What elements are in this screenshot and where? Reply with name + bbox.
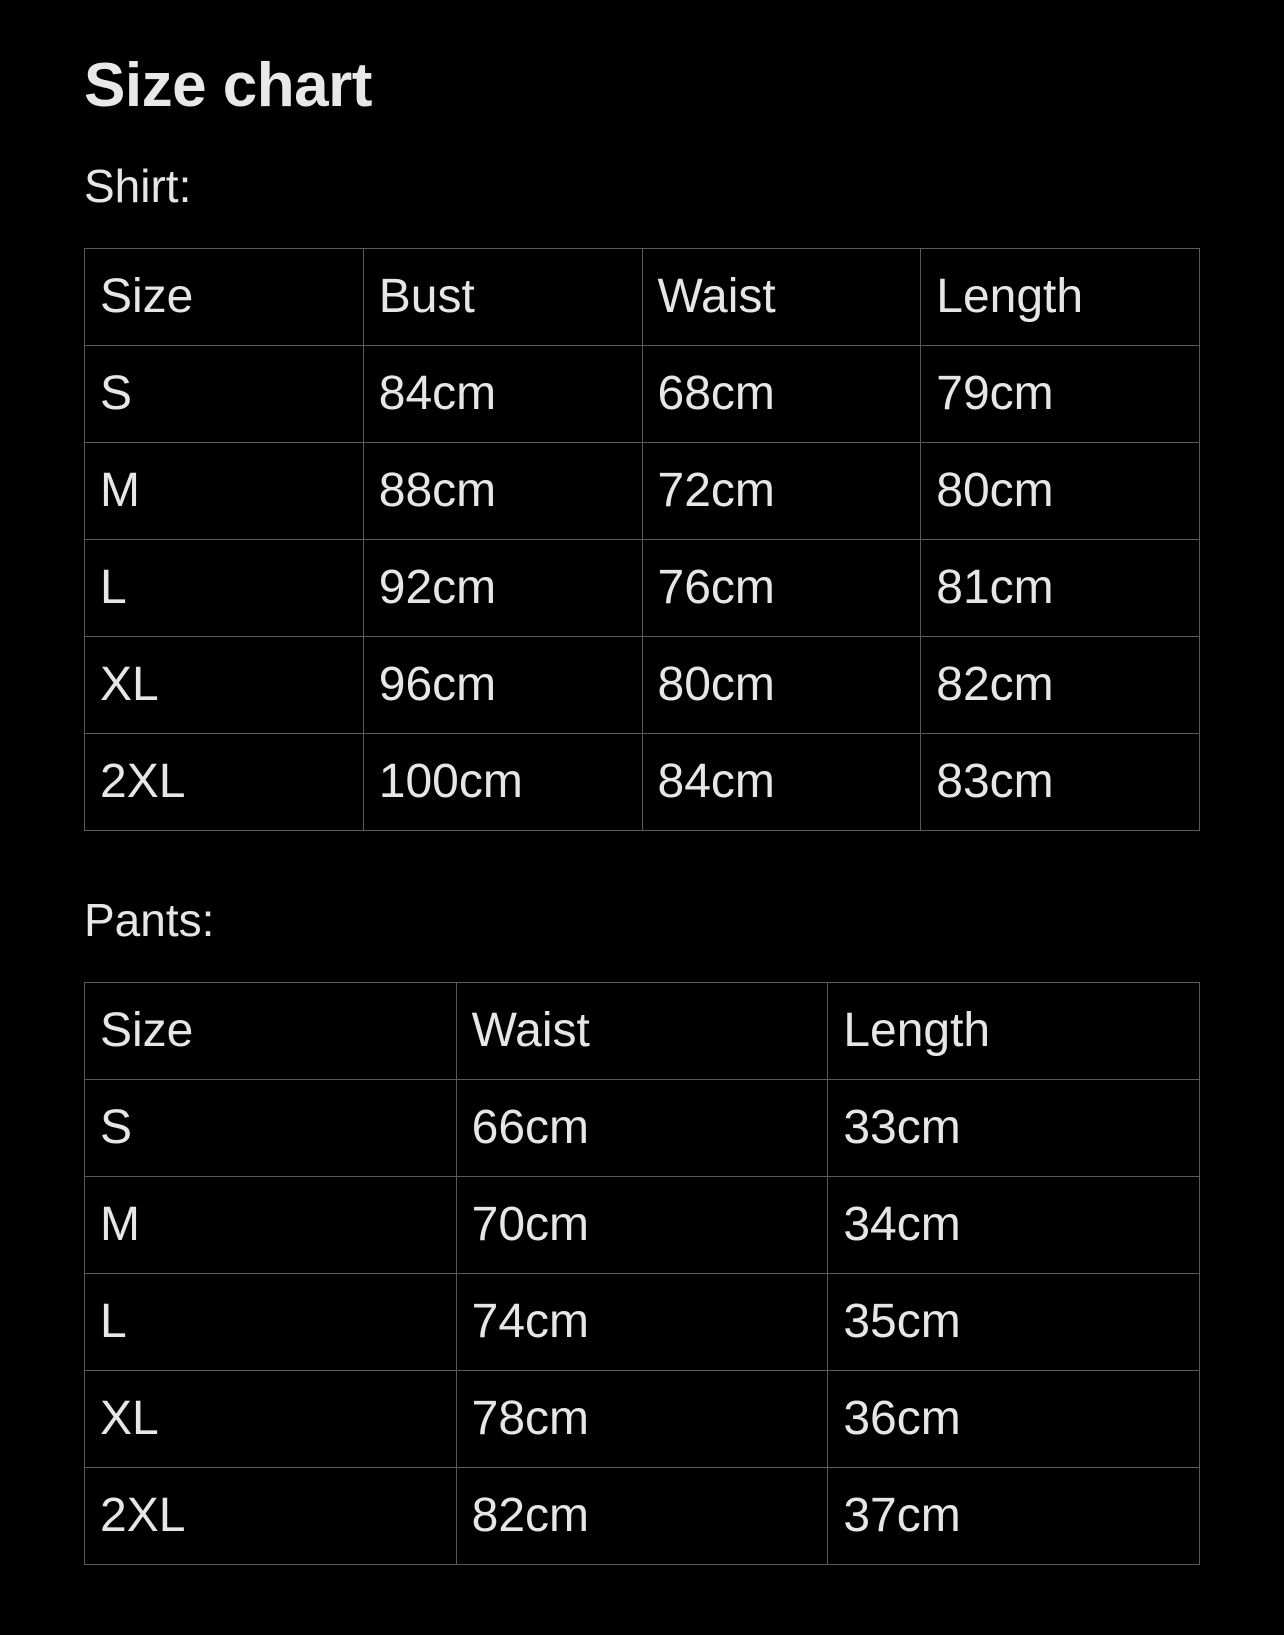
cell-length: 34cm xyxy=(828,1177,1200,1274)
cell-length: 37cm xyxy=(828,1468,1200,1565)
cell-waist: 78cm xyxy=(456,1371,828,1468)
table-header-row xyxy=(85,983,1200,1080)
cell-waist: 68cm xyxy=(642,346,921,443)
header-size: Size xyxy=(85,983,457,1080)
cell-length: 79cm xyxy=(921,346,1200,443)
page-title: Size chart xyxy=(84,51,372,120)
cell-size: 2XL xyxy=(85,1468,457,1565)
cell-waist: 82cm xyxy=(456,1468,828,1565)
cell-waist: 76cm xyxy=(642,540,921,637)
cell-waist: 80cm xyxy=(642,637,921,734)
table-row xyxy=(85,734,1200,831)
table-row xyxy=(85,443,1200,540)
header-waist: Waist xyxy=(456,983,828,1080)
table-row xyxy=(85,1080,1200,1177)
cell-waist: 66cm xyxy=(456,1080,828,1177)
header-size: Size xyxy=(85,249,364,346)
cell-size: M xyxy=(85,443,364,540)
cell-bust: 96cm xyxy=(363,637,642,734)
cell-length: 35cm xyxy=(828,1274,1200,1371)
table-row xyxy=(85,1177,1200,1274)
cell-bust: 92cm xyxy=(363,540,642,637)
header-length: Length xyxy=(828,983,1200,1080)
table-row xyxy=(85,637,1200,734)
cell-bust: 88cm xyxy=(363,443,642,540)
cell-size: XL xyxy=(85,1371,457,1468)
cell-size: XL xyxy=(85,637,364,734)
cell-length: 80cm xyxy=(921,443,1200,540)
table-row xyxy=(85,346,1200,443)
shirt-section-label: Shirt: xyxy=(84,160,192,212)
cell-size: M xyxy=(85,1177,457,1274)
header-bust: Bust xyxy=(363,249,642,346)
header-waist: Waist xyxy=(642,249,921,346)
cell-size: L xyxy=(85,540,364,637)
cell-waist: 84cm xyxy=(642,734,921,831)
pants-section-label: Pants: xyxy=(84,894,215,946)
cell-length: 83cm xyxy=(921,734,1200,831)
table-row xyxy=(85,1274,1200,1371)
cell-size: S xyxy=(85,346,364,443)
cell-length: 33cm xyxy=(828,1080,1200,1177)
cell-length: 82cm xyxy=(921,637,1200,734)
header-length: Length xyxy=(921,249,1200,346)
cell-waist: 70cm xyxy=(456,1177,828,1274)
cell-size: L xyxy=(85,1274,457,1371)
cell-size: S xyxy=(85,1080,457,1177)
table-header-row xyxy=(85,249,1200,346)
cell-length: 36cm xyxy=(828,1371,1200,1468)
cell-bust: 100cm xyxy=(363,734,642,831)
cell-length: 81cm xyxy=(921,540,1200,637)
shirt-size-table xyxy=(84,248,1200,831)
cell-bust: 84cm xyxy=(363,346,642,443)
table-row xyxy=(85,1468,1200,1565)
pants-size-table xyxy=(84,982,1200,1565)
cell-waist: 72cm xyxy=(642,443,921,540)
table-row xyxy=(85,1371,1200,1468)
cell-size: 2XL xyxy=(85,734,364,831)
cell-waist: 74cm xyxy=(456,1274,828,1371)
table-row xyxy=(85,540,1200,637)
